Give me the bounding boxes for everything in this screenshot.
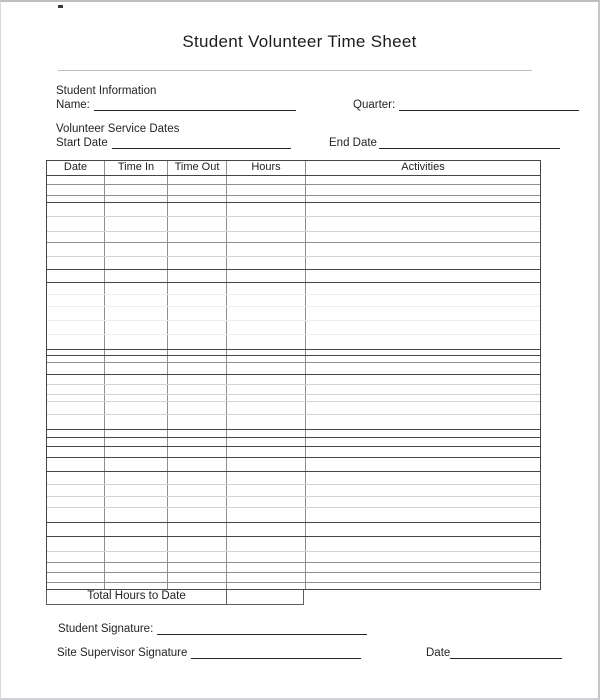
table-cell[interactable] [305, 295, 540, 306]
table-cell[interactable] [305, 203, 540, 216]
table-cell[interactable] [104, 485, 167, 496]
table-cell[interactable] [226, 375, 305, 384]
table-cell[interactable] [104, 552, 167, 562]
table-cell[interactable] [167, 321, 226, 334]
table-cell[interactable] [226, 508, 305, 522]
table-row [47, 196, 540, 203]
table-cell[interactable] [226, 335, 305, 349]
table-cell[interactable] [47, 430, 104, 437]
table-row [47, 385, 540, 395]
table-cell[interactable] [167, 232, 226, 242]
table-cell[interactable] [47, 415, 104, 429]
table-cell[interactable] [104, 176, 167, 184]
table-cell[interactable] [104, 563, 167, 572]
table-cell[interactable] [226, 307, 305, 320]
table-row [47, 243, 540, 257]
service-dates-heading: Volunteer Service Dates [56, 123, 180, 135]
table-row [47, 217, 540, 232]
column-header-hours: Hours [226, 161, 305, 175]
table-cell[interactable] [167, 185, 226, 195]
table-cell[interactable] [226, 356, 305, 362]
table-row [47, 508, 540, 523]
table-row [47, 363, 540, 375]
table-row [47, 307, 540, 321]
start-date-label: Start Date [56, 137, 108, 149]
table-row [47, 497, 540, 508]
table-row [47, 270, 540, 283]
table-cell[interactable] [305, 176, 540, 184]
table-cell[interactable] [104, 270, 167, 282]
table-row [47, 356, 540, 363]
table-cell[interactable] [226, 385, 305, 394]
table-cell[interactable] [226, 537, 305, 551]
supervisor-signature-field[interactable] [191, 646, 361, 659]
table-cell[interactable] [226, 185, 305, 195]
table-cell[interactable] [104, 497, 167, 507]
table-cell[interactable] [305, 447, 540, 457]
speck-artifact [58, 5, 63, 8]
signature-date-field[interactable] [450, 646, 562, 659]
table-cell[interactable] [167, 438, 226, 446]
table-cell[interactable] [104, 415, 167, 429]
table-row [47, 395, 540, 402]
table-cell[interactable] [47, 523, 104, 536]
table-cell[interactable] [167, 375, 226, 384]
table-cell[interactable] [47, 196, 104, 202]
table-cell[interactable] [167, 270, 226, 282]
total-hours-label: Total Hours to Date [87, 590, 186, 602]
column-header-time-out: Time Out [167, 161, 226, 175]
quarter-field[interactable] [399, 98, 579, 111]
table-cell[interactable] [167, 196, 226, 202]
total-hours-value-cell[interactable] [226, 590, 303, 604]
table-cell[interactable] [226, 217, 305, 231]
table-cell[interactable] [104, 523, 167, 536]
table-cell[interactable] [47, 335, 104, 349]
start-date-row [56, 136, 291, 149]
table-cell[interactable] [305, 472, 540, 484]
table-cell[interactable] [104, 335, 167, 349]
total-row [46, 590, 304, 605]
table-row [47, 573, 540, 583]
table-cell[interactable] [167, 217, 226, 231]
table-cell[interactable] [104, 283, 167, 294]
table-cell[interactable] [47, 307, 104, 320]
table-cell[interactable] [104, 295, 167, 306]
table-cell[interactable] [226, 430, 305, 437]
table-cell[interactable] [226, 176, 305, 184]
table-cell[interactable] [167, 283, 226, 294]
table-cell[interactable] [305, 196, 540, 202]
student-signature-row [58, 622, 367, 635]
table-cell[interactable] [47, 552, 104, 562]
table-cell[interactable] [167, 508, 226, 522]
table-cell[interactable] [47, 395, 104, 401]
table-cell[interactable] [305, 395, 540, 401]
table-cell[interactable] [47, 485, 104, 496]
table-cell[interactable] [305, 385, 540, 394]
table-cell[interactable] [226, 552, 305, 562]
table-cell[interactable] [47, 257, 104, 269]
table-cell[interactable] [47, 363, 104, 374]
student-signature-field[interactable] [157, 622, 367, 635]
table-cell[interactable] [104, 402, 167, 414]
table-cell[interactable] [226, 438, 305, 446]
table-cell[interactable] [226, 203, 305, 216]
table-cell[interactable] [167, 447, 226, 457]
table-cell[interactable] [47, 295, 104, 306]
table-cell[interactable] [226, 485, 305, 496]
table-cell[interactable] [305, 573, 540, 582]
time-table-header-row [47, 161, 540, 176]
table-cell[interactable] [47, 563, 104, 572]
title-divider [58, 70, 532, 71]
table-cell[interactable] [305, 375, 540, 384]
table-row [47, 176, 540, 185]
table-row [47, 283, 540, 295]
quarter-label: Quarter: [353, 99, 396, 111]
table-row [47, 438, 540, 447]
table-cell[interactable] [305, 438, 540, 446]
table-cell[interactable] [47, 243, 104, 256]
table-cell[interactable] [305, 523, 540, 536]
name-field[interactable] [94, 98, 296, 111]
table-cell[interactable] [47, 356, 104, 362]
time-table-grid [46, 160, 541, 590]
table-cell[interactable] [167, 573, 226, 582]
table-cell[interactable] [167, 583, 226, 589]
table-row [47, 185, 540, 196]
table-cell[interactable] [305, 185, 540, 195]
table-cell[interactable] [226, 395, 305, 401]
table-cell[interactable] [226, 497, 305, 507]
table-cell[interactable] [104, 196, 167, 202]
table-cell[interactable] [104, 573, 167, 582]
table-cell[interactable] [104, 257, 167, 269]
table-cell[interactable] [226, 447, 305, 457]
table-cell[interactable] [47, 508, 104, 522]
table-cell[interactable] [305, 257, 540, 269]
table-cell[interactable] [104, 307, 167, 320]
table-cell[interactable] [47, 232, 104, 242]
table-row [47, 552, 540, 563]
table-row [47, 430, 540, 438]
table-cell[interactable] [305, 458, 540, 471]
time-table-body [47, 176, 540, 589]
table-cell[interactable] [167, 395, 226, 401]
table-cell[interactable] [226, 573, 305, 582]
table-row [47, 583, 540, 589]
table-cell[interactable] [104, 508, 167, 522]
table-row [47, 447, 540, 458]
table-cell[interactable] [167, 458, 226, 471]
table-cell[interactable] [104, 375, 167, 384]
table-cell[interactable] [305, 283, 540, 294]
table-cell[interactable] [104, 243, 167, 256]
table-cell[interactable] [47, 537, 104, 551]
table-cell[interactable] [226, 321, 305, 334]
table-cell[interactable] [226, 270, 305, 282]
table-cell[interactable] [167, 350, 226, 355]
table-cell[interactable] [47, 472, 104, 484]
table-cell[interactable] [305, 537, 540, 551]
table-cell[interactable] [47, 283, 104, 294]
column-header-date: Date [63, 161, 88, 173]
table-cell[interactable] [167, 402, 226, 414]
table-row [47, 335, 540, 350]
table-cell[interactable] [104, 395, 167, 401]
table-cell[interactable] [47, 497, 104, 507]
table-cell[interactable] [167, 257, 226, 269]
table-row [47, 257, 540, 270]
table-cell[interactable] [47, 447, 104, 457]
table-cell[interactable] [305, 430, 540, 437]
table-cell[interactable] [47, 375, 104, 384]
table-cell[interactable] [167, 356, 226, 362]
table-cell[interactable] [226, 350, 305, 355]
name-label: Name: [56, 99, 90, 111]
table-cell[interactable] [47, 321, 104, 334]
table-cell[interactable] [104, 232, 167, 242]
table-cell[interactable] [226, 472, 305, 484]
table-cell[interactable] [167, 552, 226, 562]
table-row [47, 485, 540, 497]
table-cell[interactable] [305, 217, 540, 231]
table-cell[interactable] [305, 243, 540, 256]
table-row [47, 295, 540, 307]
table-row [47, 458, 540, 472]
end-date-row [329, 136, 560, 149]
table-cell[interactable] [226, 563, 305, 572]
table-cell[interactable] [305, 552, 540, 562]
table-cell[interactable] [305, 356, 540, 362]
page-title: Student Volunteer Time Sheet [182, 32, 417, 51]
table-cell[interactable] [104, 583, 167, 589]
name-row [56, 98, 296, 111]
table-cell[interactable] [305, 497, 540, 507]
table-cell[interactable] [226, 458, 305, 471]
table-row [47, 415, 540, 430]
table-cell[interactable] [104, 203, 167, 216]
signature-date-row [426, 646, 562, 659]
table-cell[interactable] [305, 583, 540, 589]
table-cell[interactable] [167, 537, 226, 551]
table-row [47, 523, 540, 537]
table-cell[interactable] [305, 335, 540, 349]
table-cell[interactable] [167, 415, 226, 429]
table-cell[interactable] [167, 497, 226, 507]
end-date-field[interactable] [379, 136, 560, 149]
table-row [47, 321, 540, 335]
table-cell[interactable] [167, 295, 226, 306]
table-cell[interactable] [305, 363, 540, 374]
table-cell[interactable] [104, 385, 167, 394]
start-date-field[interactable] [112, 136, 291, 149]
column-header-time-in: Time In [104, 161, 167, 175]
table-cell[interactable] [305, 508, 540, 522]
table-cell[interactable] [167, 176, 226, 184]
table-row [47, 375, 540, 385]
table-cell[interactable] [305, 321, 540, 334]
student-signature-label: Student Signature: [58, 623, 154, 635]
table-cell[interactable] [226, 415, 305, 429]
table-row [47, 402, 540, 415]
table-cell[interactable] [104, 321, 167, 334]
table-row [47, 203, 540, 217]
table-cell[interactable] [305, 232, 540, 242]
student-info-heading: Student Information [56, 85, 157, 97]
table-cell[interactable] [226, 196, 305, 202]
table-cell[interactable] [305, 415, 540, 429]
table-cell[interactable] [104, 430, 167, 437]
table-row [47, 472, 540, 485]
table-cell[interactable] [47, 185, 104, 195]
table-cell[interactable] [104, 438, 167, 446]
table-cell[interactable] [104, 447, 167, 457]
table-cell[interactable] [226, 583, 305, 589]
table-cell[interactable] [167, 472, 226, 484]
table-cell[interactable] [104, 363, 167, 374]
supervisor-signature-label: Site Supervisor Signature [57, 647, 188, 659]
table-cell[interactable] [305, 307, 540, 320]
table-cell[interactable] [226, 295, 305, 306]
table-cell[interactable] [305, 563, 540, 572]
table-cell[interactable] [167, 243, 226, 256]
time-table [46, 160, 541, 605]
table-cell[interactable] [167, 430, 226, 437]
table-cell[interactable] [167, 523, 226, 536]
table-cell[interactable] [305, 485, 540, 496]
table-cell[interactable] [47, 402, 104, 414]
table-cell[interactable] [167, 307, 226, 320]
table-cell[interactable] [226, 283, 305, 294]
table-cell[interactable] [104, 217, 167, 231]
table-row [47, 232, 540, 243]
signature-date-label: Date [426, 647, 451, 659]
end-date-label: End Date [329, 137, 377, 149]
table-cell[interactable] [104, 458, 167, 471]
table-row [47, 563, 540, 573]
table-cell[interactable] [47, 270, 104, 282]
table-cell[interactable] [47, 217, 104, 231]
supervisor-signature-row [57, 646, 361, 659]
table-cell[interactable] [226, 523, 305, 536]
table-cell[interactable] [226, 402, 305, 414]
table-row [47, 537, 540, 552]
table-cell[interactable] [47, 176, 104, 184]
table-cell[interactable] [305, 270, 540, 282]
table-cell[interactable] [167, 563, 226, 572]
table-cell[interactable] [104, 537, 167, 551]
table-cell[interactable] [226, 257, 305, 269]
table-cell[interactable] [167, 385, 226, 394]
table-cell[interactable] [47, 573, 104, 582]
table-cell[interactable] [104, 185, 167, 195]
table-cell[interactable] [47, 385, 104, 394]
table-cell[interactable] [47, 203, 104, 216]
table-cell[interactable] [305, 402, 540, 414]
table-cell[interactable] [104, 350, 167, 355]
table-cell[interactable] [226, 232, 305, 242]
quarter-row [353, 98, 579, 111]
table-cell[interactable] [226, 363, 305, 374]
table-cell[interactable] [104, 472, 167, 484]
table-cell[interactable] [167, 485, 226, 496]
table-cell[interactable] [226, 243, 305, 256]
table-cell[interactable] [47, 350, 104, 355]
column-header-activities: Activities [305, 161, 540, 175]
table-cell[interactable] [305, 350, 540, 355]
table-cell[interactable] [167, 335, 226, 349]
table-cell[interactable] [47, 458, 104, 471]
table-cell[interactable] [167, 203, 226, 216]
table-cell[interactable] [47, 583, 104, 589]
table-cell[interactable] [104, 356, 167, 362]
table-cell[interactable] [47, 438, 104, 446]
table-cell[interactable] [167, 363, 226, 374]
